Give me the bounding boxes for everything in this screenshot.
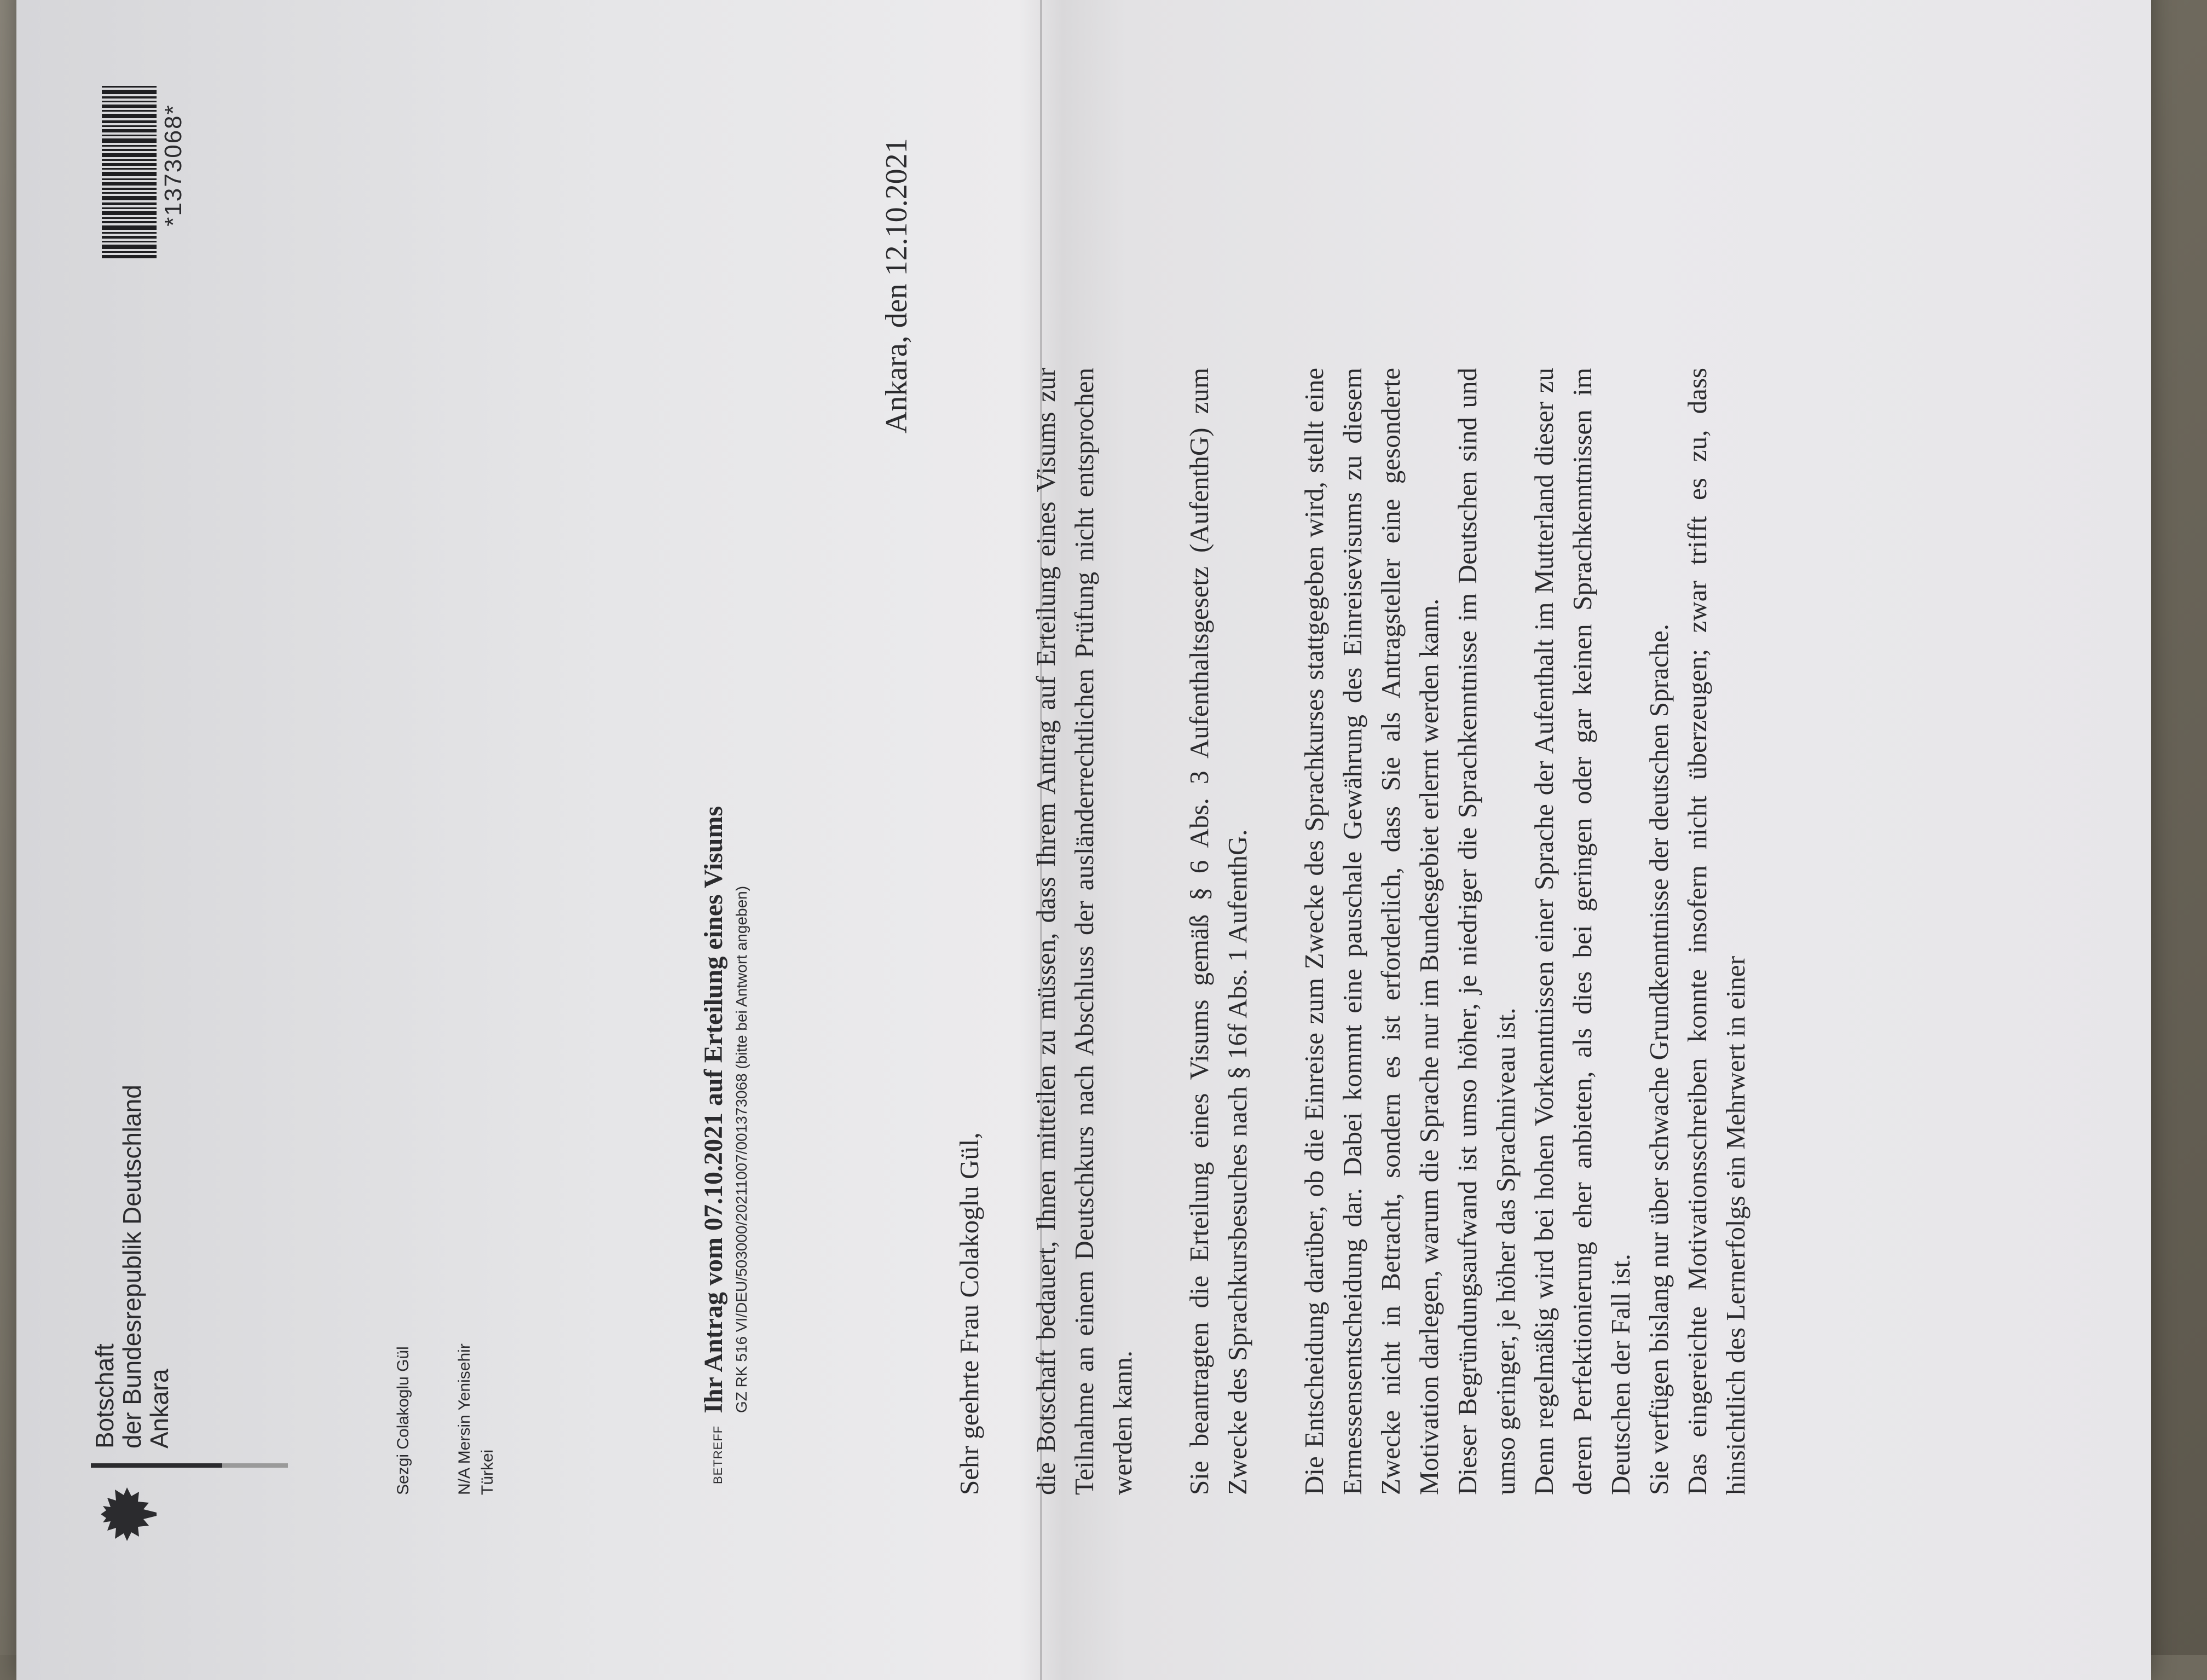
paragraph-5: Denn regelmäßig wird bei hohen Vorkenntnissen einer Sprache der Aufenthalt im Mutterland dieser zu deren Perfektionierung eher anbieten, als dies bei geringen oder gar keinen Sprachkenntnissen im Deutschen der Fall ist. xyxy=(1529,368,1636,1495)
letterhead-line-3: Ankara xyxy=(145,1369,174,1449)
letter xyxy=(36,7,2171,1648)
paragraph-1: die Botschaft bedauert, Ihnen mitteilen zu müssen, dass Ihrem Antrag auf Erteilung eines Visums zur Teilnahme an einem Deutschkurs nach Abschluss der ausländerrechtlichen Prüfung nicht entsprochen werden kann. xyxy=(1031,368,1137,1495)
letterhead-text xyxy=(91,573,173,1449)
recipient-street: N/A Mersin Yenisehir xyxy=(455,1343,473,1495)
recipient-country: Türkei xyxy=(478,1449,496,1495)
barcode xyxy=(102,72,187,258)
letterhead-rule xyxy=(91,1463,222,1468)
date-line: Ankara, den 12.10.2021 xyxy=(880,138,914,433)
subject-label: BETREFF xyxy=(711,1425,725,1484)
federal-eagle-icon xyxy=(96,1484,162,1544)
salutation: Sehr geehrte Frau Colakoglu Gül, xyxy=(954,1132,984,1495)
paragraph-6: Sie verfügen bislang nur über schwache Grundkenntnisse der deutschen Sprache. xyxy=(1644,624,1674,1495)
paragraph-3: Die Entscheidung darüber, ob die Einreise zum Zwecke des Sprachkurses stattgegeben wird, stellt eine Ermessensentscheidung dar. Dabei kommt eine pauschale Gewährung des Einreisevisums zu diesem Zwecke nicht in Betracht, sondern es ist erforderlich, dass Sie als Antragsteller eine gesonderte Motivation darlegen, warum die Sprache nur im Bundesgebiet erlernt werden kann. xyxy=(1299,368,1444,1495)
paragraph-2: Sie beantragten die Erteilung eines Visums gemäß § 6 Abs. 3 Aufenthaltsgesetz (AufenthG) zum Zwecke des Sprachkursbesuches nach § 16f Abs. 1 AufenthG. xyxy=(1184,368,1252,1495)
reference-number: GZ RK 516 VI/DEU/503000/20211007/001373068 (bitte bei Antwort angeben) xyxy=(733,885,750,1413)
letter-body xyxy=(950,368,1755,1495)
barcode-number: *1373068* xyxy=(160,104,187,227)
letterhead-line-2: der Bundesrepublik Deutschland xyxy=(118,1085,146,1449)
barcode-bars xyxy=(102,72,157,258)
letterhead-line-1: Botschaft xyxy=(90,1343,119,1449)
recipient-address xyxy=(392,1343,499,1495)
subject-block xyxy=(698,806,750,1484)
paragraph-4: Dieser Begründungsaufwand ist umso höher, je niedriger die Sprachkenntnisse im Deutschen sind und umso geringer, je höher das Sprachniveau ist. xyxy=(1452,368,1521,1495)
letterhead-rule-gray xyxy=(222,1463,288,1468)
recipient-name: Sezgi Colakoglu Gül xyxy=(394,1346,412,1495)
paragraph-7: Das eingereichte Motivationsschreiben konnte insofern nicht überzeugen; zwar trifft es zu, dass hinsichtlich des Lernerfolgs ein Mehrwert in einer xyxy=(1682,368,1750,1495)
subject-title: Ihr Antrag vom 07.10.2021 auf Erteilung eines Visums xyxy=(699,806,728,1413)
